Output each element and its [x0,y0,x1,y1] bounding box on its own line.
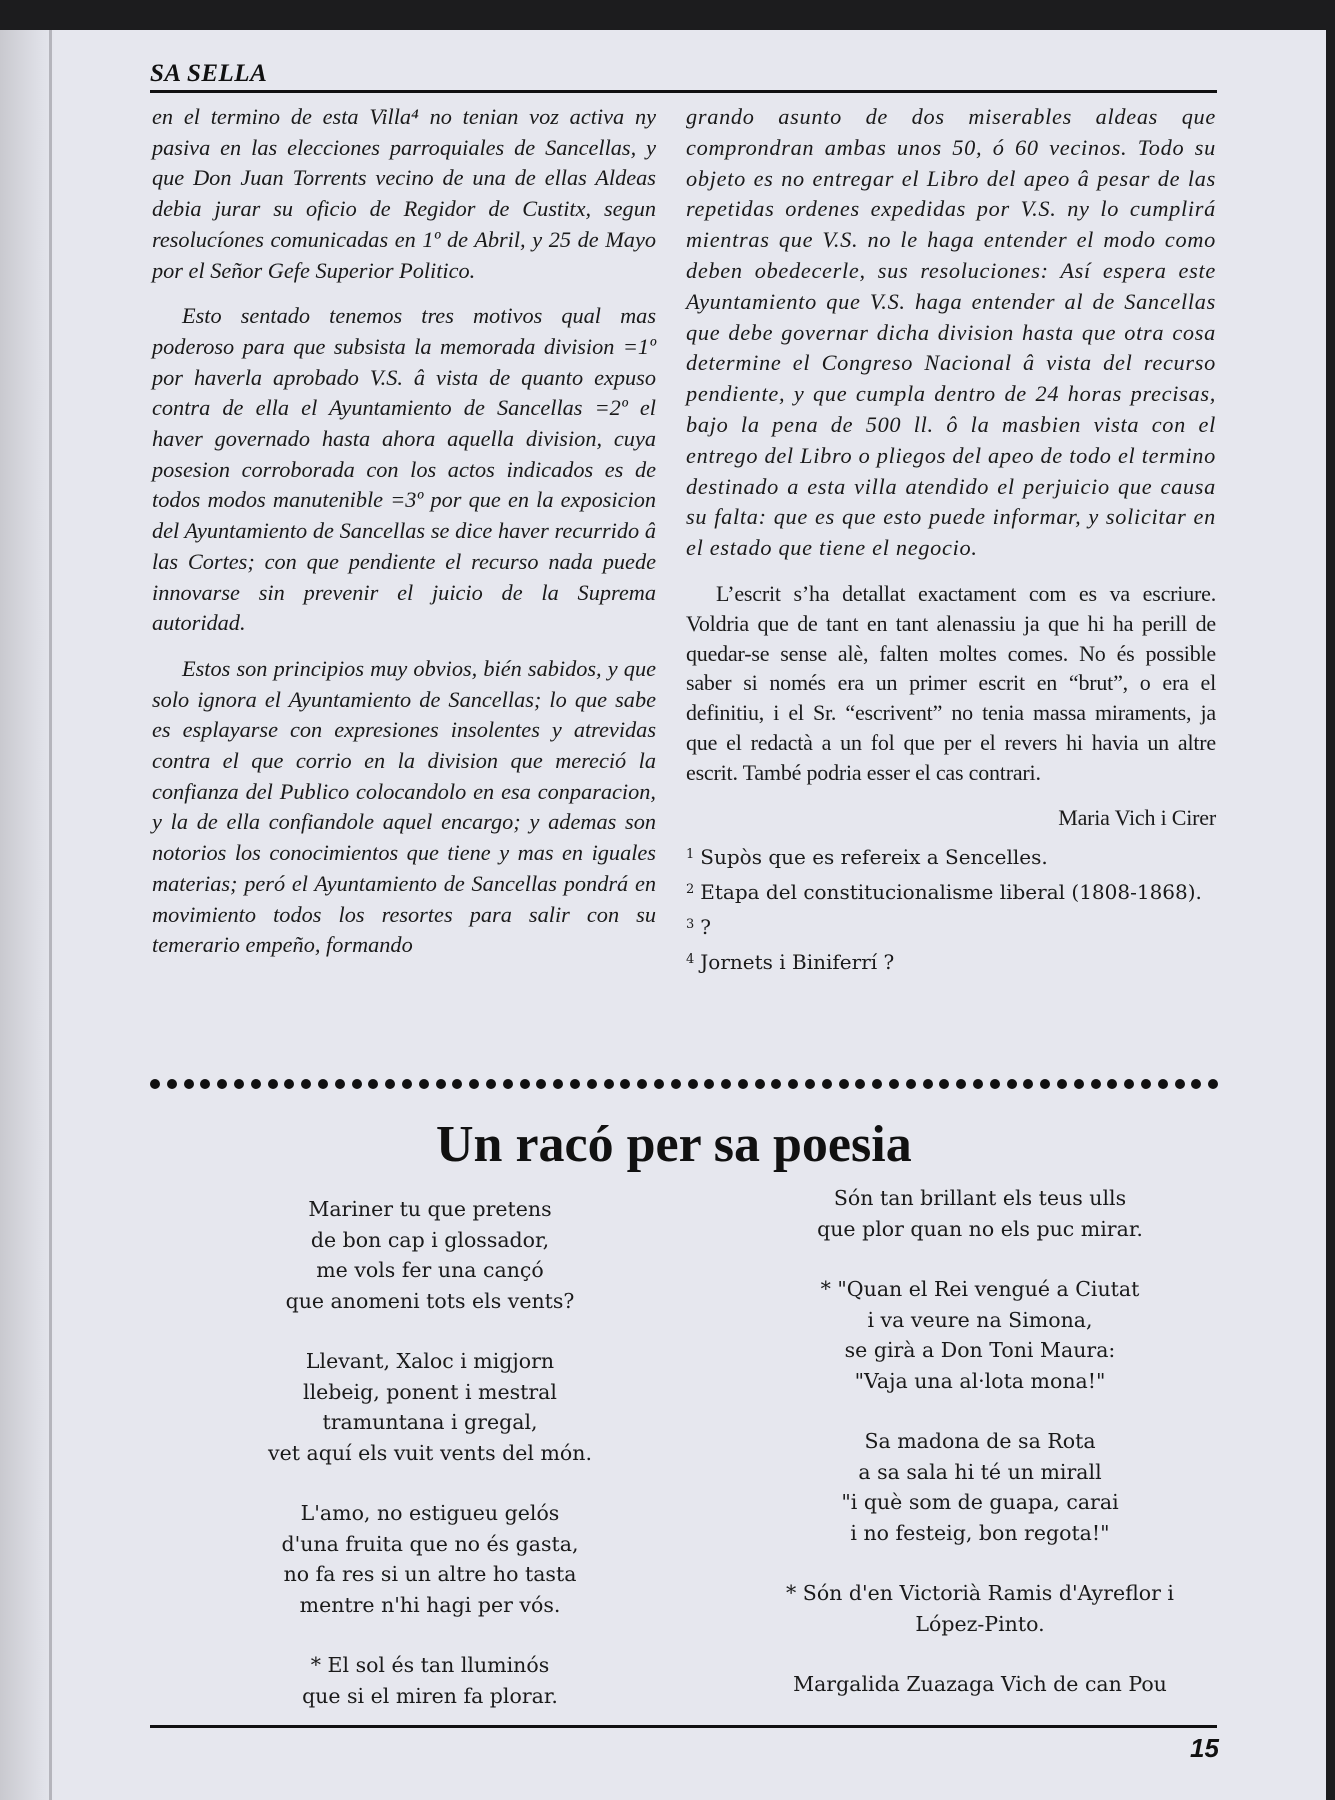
poem-line: Mariner tu que pretens [308,1197,552,1221]
poem-stanza [740,1274,1220,1396]
left-paragraph-3: Estos son principios muy obvios, bién sabidos, y que solo ignora el Ayuntamiento de Sancellas; lo que sabe es esplayarse con expresiones insolentes y atrevidas contra el que corrio en la division que mereció la confianza del Publico colocandolo en esa conparacion, y la de ella confiandole aquel encargo; y ademas son notorios los conocimientos que tiene y mas en iguales materias; peró el Ayuntamiento de Sancellas pondrá en movimiento todos los resortes para salir con su temerario empeño, formando [152,655,656,958]
poem-line: * Són d'en Victorià Ramis d'Ayreflor i [786,1581,1174,1605]
left-text-column [152,102,656,976]
divider-dot [335,1079,345,1089]
poetry-section-title: Un racó per sa poesia [436,1116,912,1173]
divider-dot [536,1079,546,1089]
poem-stanza [740,1669,1220,1700]
left-paragraph-1: en el termino de esta Villa⁴ no tenian voz activa ny pasiva en las elecciones parroquiales de Sancellas, y que Don Juan Torrents vecino de una de ellas Aldeas debia jurar su oficio de Regidor de Custitx, segun resolucíones comunicadas en 1º de Abril, y 25 de Mayo por el Señor Gefe Superior Politico. [152,104,656,283]
divider-dot [1074,1079,1084,1089]
divider-dot [738,1079,748,1089]
footnote-text: Etapa del constitucionalisme liberal (1808-1868). [700,880,1202,905]
divider-dot [1040,1079,1050,1089]
poem-line: * El sol és tan lluminós [310,1653,550,1677]
poem-line: Margalida Zuazaga Vich de can Pou [793,1672,1167,1696]
divider-dot [469,1079,479,1089]
poem-line: que plor quan no els puc mirar. [817,1216,1143,1241]
poem-stanza [740,1426,1220,1548]
divider-dot [704,1079,714,1089]
divider-dot [570,1079,580,1089]
poem-line: "i què som de guapa, carai [841,1490,1119,1514]
divider-dot [788,1079,798,1089]
footnote-number: 2 [686,882,695,898]
author-signature: Maria Vich i Cirer [1058,804,1216,830]
divider-dot [654,1079,664,1089]
poem-line: "Vaja una al·lota mona!" [854,1368,1106,1393]
poem-line: d'una fruita que no és gasta, [281,1531,579,1556]
divider-dot [251,1079,261,1089]
divider-dot [503,1079,513,1089]
right-text-column [686,102,1216,980]
divider-dot [1175,1079,1185,1089]
divider-dot [1057,1079,1067,1089]
divider-dot [368,1079,378,1089]
poem-stanza [210,1346,650,1468]
divider-dot [402,1079,412,1089]
footnote-number: 3 [686,917,695,933]
footnote-text: Jornets i Biniferrí ? [700,950,895,975]
divider-dot [637,1079,647,1089]
page-number: 15 [1190,1733,1219,1763]
poem-stanza [210,1498,650,1620]
header-rule [150,90,1217,93]
divider-dot [352,1079,362,1089]
divider-dot [839,1079,849,1089]
footnote [686,875,1216,907]
divider-dot [184,1079,194,1089]
divider-dot [906,1079,916,1089]
divider-dot [1007,1079,1017,1089]
divider-dot [755,1079,765,1089]
divider-dot [419,1079,429,1089]
magazine-page [0,30,1326,1800]
divider-dot [553,1079,563,1089]
footer-rule [150,1725,1217,1728]
poem-line: llebeig, ponent i mestral [303,1379,557,1404]
divider-dot [385,1079,395,1089]
poem-stanza [210,1650,650,1711]
footnote [686,840,1216,872]
poem-stanza [210,1194,650,1316]
footnote-text: ? [700,915,712,940]
divider-dot [939,1079,949,1089]
poem-line: i va veure na Simona, [867,1307,1093,1332]
divider-dot [822,1079,832,1089]
divider-dot [1107,1079,1117,1089]
divider-dot [990,1079,1000,1089]
running-header-title: SA SELLA [150,60,268,87]
divider-dot [889,1079,899,1089]
divider-dot [1158,1079,1168,1089]
footnote-number: 1 [686,847,695,863]
poem-line: que si el miren fa plorar. [302,1683,558,1708]
poem-line: me vols fer una cançó [316,1258,544,1282]
divider-dot [855,1079,865,1089]
divider-dot [318,1079,328,1089]
divider-dot [688,1079,698,1089]
poem-line: mentre n'hi hagi per vós. [299,1592,561,1617]
divider-dot [200,1079,210,1089]
divider-dot [452,1079,462,1089]
divider-dot [805,1079,815,1089]
poem-line: Sa madona de sa Rota [864,1429,1096,1453]
divider-dot [771,1079,781,1089]
divider-dot [217,1079,227,1089]
poem-line: de bon cap i glossador, [310,1227,550,1252]
divider-dot [520,1079,530,1089]
poem-line: L'amo, no estigueu gelós [300,1501,560,1525]
divider-dot [956,1079,966,1089]
poem-line: a sa sala hi té un mirall [858,1459,1102,1484]
poem-line: tramuntana i gregal, [322,1410,538,1434]
divider-dot [620,1079,630,1089]
divider-dot [1124,1079,1134,1089]
divider-dot [150,1079,160,1089]
divider-dot [587,1079,597,1089]
divider-dot [923,1079,933,1089]
divider-dot [1023,1079,1033,1089]
divider-dot [301,1079,311,1089]
divider-dot [284,1079,294,1089]
binding-gutter [49,30,52,1800]
divider-dot [671,1079,681,1089]
divider-dot [604,1079,614,1089]
footnote-number: 4 [686,952,695,968]
poem-line: vet aquí els vuit vents del món. [268,1440,592,1465]
poem-right-column [740,1183,1220,1730]
divider-dot [268,1079,278,1089]
dotted-divider [150,1079,1218,1093]
divider-dot [436,1079,446,1089]
divider-dot [1141,1079,1151,1089]
divider-dot [167,1079,177,1089]
divider-dot [1208,1079,1218,1089]
poem-line: Són tan brillant els teus ulls [833,1186,1127,1210]
divider-dot [234,1079,244,1089]
right-italic-paragraph: grando asunto de dos miserables aldeas que comprondran ambas unos 50, ó 60 vecinos. Todo su objeto es no entregar el Libro del apeo â pesar de las repetidas ordenes expedidas por V.S. ny lo cumplirá mientras que V.S. no le haga entender el modo como deben obedecerle, sus resoluciones: Así espera este Ayuntamiento que V.S. haga entender al de Sancellas que debe governar dicha division hasta que otra cosa determine el Congreso Nacional â vista del recurso pendiente, y que cumpla dentro de 24 horas precisas, bajo la pena de 500 ll. ô la masbien vista con el entrego del Libro o pliegos del apeo de todo el termino destinado a esta villa atendido el perjuicio que causa su falta: que es que esto puede informar, y solicitar en el estado que tiene el negocio. [686,104,1216,561]
divider-dot [1191,1079,1201,1089]
poem-line: López-Pinto. [915,1611,1045,1636]
binding-spine [0,30,55,1800]
poem-line: no fa res si un altre ho tasta [283,1562,577,1586]
footnote [686,910,1216,942]
left-paragraph-2: Esto sentado tenemos tres motivos qual mas poderoso para que subsista la memorada division =1º por haverla aprobado V.S. â vista de quanto expuso contra de ella el Ayuntamiento de Sancellas =2º el haver governado hasta ahora aquella division, cuya posesion corroborada con los actos indicados es de todos modos manutenible =3º por que en la exposicion del Ayuntamiento de Sancellas se dice haver recurrido â las Cortes; con que pendiente el recurso nada puede innovarse sin prevenir el juicio de la Suprema autoridad. [152,303,656,636]
poem-left-column [210,1194,650,1741]
divider-dot [1091,1079,1101,1089]
divider-dot [721,1079,731,1089]
divider-dot [973,1079,983,1089]
divider-dot [486,1079,496,1089]
poem-line: se girà a Don Toni Maura: [844,1338,1116,1362]
divider-dot [872,1079,882,1089]
poem-line: Llevant, Xaloc i migjorn [305,1349,555,1373]
poem-stanza [740,1183,1220,1244]
poem-line: i no festeig, bon regota!" [850,1520,1110,1545]
poem-line: * "Quan el Rei vengué a Ciutat [820,1277,1140,1301]
poem-stanza [740,1578,1220,1639]
commentary-paragraph: L’escrit s’ha detallat exactament com es va escriure. Voldria que de tant en tant alenassiu ja que hi ha perill de quedar-se sense alè, falten moltes comes. No és possible saber si només era un primer escrit en “brut”, o era el definitiu, i el Sr. “escrivent” no tenia massa miraments, ja que el redactà a un fol que per el revers hi havia un altre escrit. També podria esser el cas contrari. [686,580,1216,785]
footnote-text: Supòs que es refereix a Sencelles. [700,845,1048,870]
poem-line: que anomeni tots els vents? [285,1288,575,1313]
footnote [686,945,1216,977]
